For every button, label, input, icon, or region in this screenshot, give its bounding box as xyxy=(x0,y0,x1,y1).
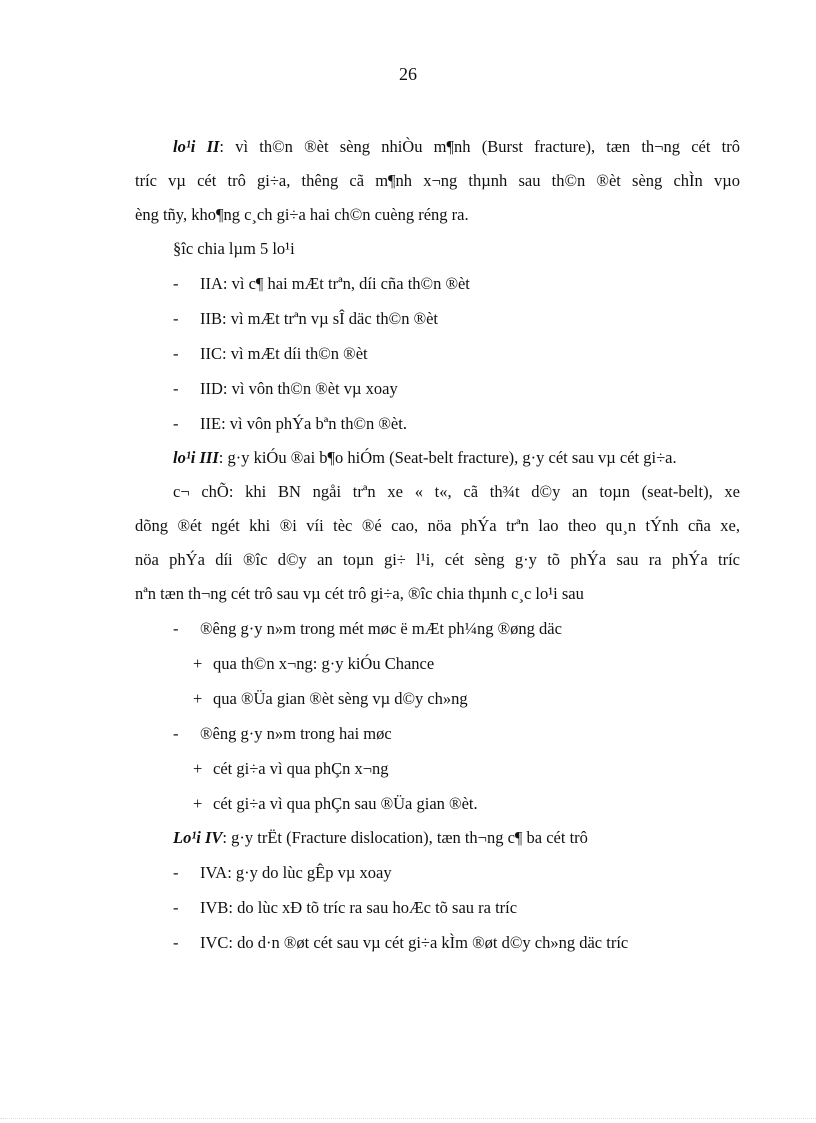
list-item-text: IIA: vì c¶ hai mÆt trªn, díi cña th©n ®èt xyxy=(200,274,470,293)
plus-bullet: + xyxy=(193,689,203,708)
list-item-text: ®êng g·y n»m trong hai møc xyxy=(200,724,392,743)
section-iii-label: lo¹i III xyxy=(173,448,219,467)
sub-item xyxy=(135,751,740,786)
mechanism-line-3: nöa phÝa díi ®îc d©y an toµn gi÷ l¹i, cét sèng g·y tõ phÝa sau ra phÝa tríc xyxy=(135,550,740,569)
section-iii-line-1 xyxy=(135,441,740,475)
list-item-text: ®êng g·y n»m trong mét møc ë mÆt ph¼ng ®øng däc xyxy=(200,619,562,638)
section-iv-line-1-text: : g·y trËt (Fracture dislocation), tæn th¬ng c¶ ba cét trô xyxy=(222,828,588,847)
list-item-text: IVA: g·y do lùc gÊp vµ xoay xyxy=(200,863,392,882)
dash-bullet: - xyxy=(173,619,179,638)
page-number: 26 xyxy=(399,64,417,84)
dash-bullet: - xyxy=(173,724,179,743)
plus-bullet: + xyxy=(193,759,203,778)
section-ii-split-intro: §îc chia lµm 5 lo¹i xyxy=(173,239,295,258)
section-iv-line-1 xyxy=(135,821,740,855)
list-item xyxy=(135,611,740,646)
list-item xyxy=(135,371,740,406)
list-item xyxy=(135,266,740,301)
sub-item xyxy=(135,681,740,716)
mechanism-line-4: nªn tæn th¬ng cét trô sau vµ cét trô gi÷a, ®îc chia thµnh c¸c lo¹i sau xyxy=(135,584,584,603)
list-item xyxy=(135,716,740,751)
mechanism-line-1: c¬ chÕ: khi BN ngåi trªn xe « t«, cã th¾t d©y an toµn (seat-belt), xe xyxy=(173,482,740,501)
list-item xyxy=(135,855,740,890)
dash-bullet: - xyxy=(173,933,179,952)
list-item-text: IIB: vì mÆt trªn vµ sÎ däc th©n ®èt xyxy=(200,309,439,328)
section-ii-line-3: èng tñy, kho¶ng c¸ch gi÷a hai ch©n cuèng réng ra. xyxy=(135,205,469,224)
list-item xyxy=(135,406,740,441)
sub-item-text: qua th©n x¬ng: g·y kiÓu Chance xyxy=(213,654,435,673)
bottom-dotted-rule xyxy=(0,1118,816,1119)
list-item-text: IVB: do lùc xÐ tõ tríc ra sau hoÆc tõ sau ra tríc xyxy=(200,898,518,917)
list-item xyxy=(135,890,740,925)
plus-bullet: + xyxy=(193,654,203,673)
list-item-text: IID: vì vôn th©n ®èt vµ xoay xyxy=(200,379,398,398)
dash-bullet: - xyxy=(173,863,179,882)
sub-item-text: qua ®Üa gian ®èt sèng vµ d©y ch»ng xyxy=(213,689,468,708)
sub-item-text: cét gi÷a vì qua phÇn x¬ng xyxy=(213,759,389,778)
document-body xyxy=(135,130,740,960)
list-item xyxy=(135,925,740,960)
sub-item-text: cét gi÷a vì qua phÇn sau ®Üa gian ®èt. xyxy=(213,794,478,813)
dash-bullet: - xyxy=(173,379,179,398)
dash-bullet: - xyxy=(173,309,179,328)
dash-bullet: - xyxy=(173,274,179,293)
dash-bullet: - xyxy=(173,344,179,363)
section-ii-line-1-text: : vì th©n ®èt sèng nhiÒu m¶nh (Burst fracture), tæn th¬ng cét trô xyxy=(219,137,740,156)
list-item xyxy=(135,301,740,336)
section-ii-line-1 xyxy=(135,130,740,164)
dash-bullet: - xyxy=(173,414,179,433)
sub-item xyxy=(135,786,740,821)
section-ii-label: lo¹i II xyxy=(173,137,220,156)
list-item-text: IIC: vì mÆt díi th©n ®èt xyxy=(200,344,368,363)
section-iv-label: Lo¹i IV xyxy=(173,828,223,847)
list-item xyxy=(135,336,740,371)
mechanism-line-2: dõng ®ét ngét khi ®i víi tèc ®é cao, nöa phÝa trªn lao theo qu¸n tÝnh cña xe, xyxy=(135,516,740,535)
section-ii-line-2: tríc vµ cét trô gi÷a, thêng cã m¶nh x¬ng thµnh sau th©n ®èt sèng chÌn vµo xyxy=(135,171,740,190)
dash-bullet: - xyxy=(173,898,179,917)
list-item-text: IVC: do d·n ®øt cét sau vµ cét gi÷a kÌm ®øt d©y ch»ng däc tríc xyxy=(200,933,629,952)
plus-bullet: + xyxy=(193,794,203,813)
list-item-text: IIE: vì vôn phÝa bªn th©n ®èt. xyxy=(200,414,407,433)
sub-item xyxy=(135,646,740,681)
section-iii-line-1-text: : g·y kiÓu ®ai b¶o hiÓm (Seat-belt fracture), g·y cét sau vµ cét gi÷a. xyxy=(218,448,677,467)
